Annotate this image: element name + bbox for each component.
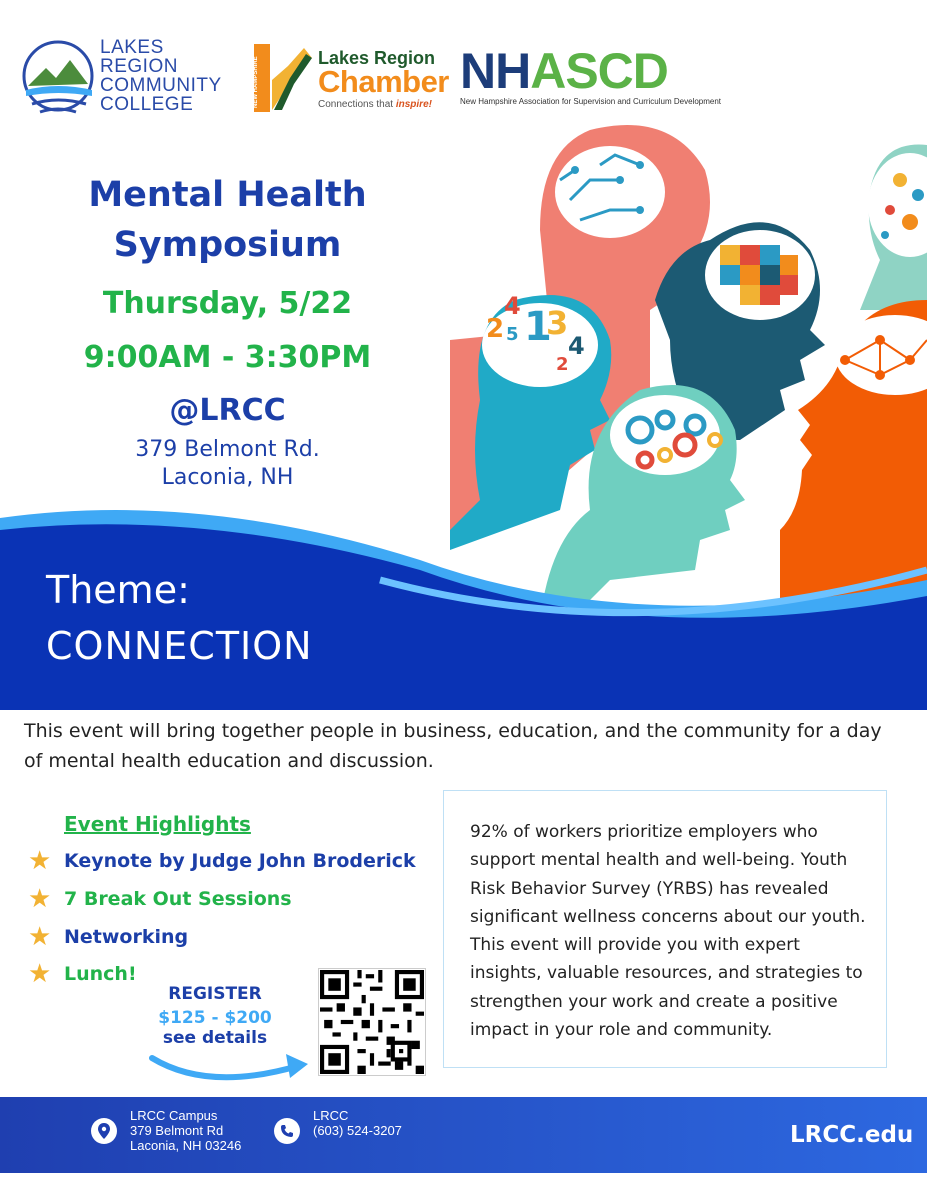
star-icon: ★ [28, 884, 52, 914]
register-details: see details [162, 1028, 268, 1048]
chamber-tagline: Connections that inspire! [318, 99, 432, 110]
event-venue: @LRCC [169, 393, 286, 428]
star-icon: ★ [28, 959, 52, 989]
info-box-text: 92% of workers prioritize employers who support mental health and well-being. Youth Risk Behavior Survey (YRBS) has revealed significant wellness concerns about our youth. This event will provide you with expert insights, valuable resources, and strategies to strengthen your work and create a positive impact in your role and community. [470, 822, 866, 1041]
chamber-name: Chamber [318, 64, 449, 99]
event-date: Thursday, 5/22 [102, 286, 353, 321]
chamber-state-label: NEW HAMPSHIRE [253, 56, 259, 108]
register-callout[interactable] [150, 984, 280, 1048]
highlight-item: ★ 7 Break Out Sessions [28, 884, 292, 914]
nhascd-subtitle: New Hampshire Association for Supervision and Curriculum Development [460, 97, 722, 106]
event-address: 379 Belmont Rd. Laconia, NH [135, 437, 320, 490]
phone-icon [274, 1118, 300, 1144]
registration-qr-code[interactable] [318, 968, 426, 1076]
lrcc-logo-icon [18, 38, 100, 118]
arrow-icon [148, 1040, 318, 1088]
nhascd-logo: NHASCD [460, 43, 668, 99]
star-icon: ★ [28, 846, 52, 876]
highlight-item: ★ Networking [28, 922, 189, 952]
highlights-title: Event Highlights [64, 812, 251, 836]
theme-text: Theme: CONNECTION [46, 568, 313, 668]
star-icon: ★ [28, 922, 52, 952]
register-price: $125 - $200 [158, 1008, 272, 1028]
website-link[interactable]: LRCC.edu [790, 1122, 914, 1148]
footer-campus-address: LRCC Campus 379 Belmont Rd Laconia, NH 03246 [130, 1108, 242, 1153]
highlight-item: ★ Keynote by Judge John Broderick [28, 846, 416, 876]
intro-text: This event will bring together people in business, education, and the community for a day of mental health education and discussion. [24, 720, 882, 772]
event-time: 9:00AM - 3:30PM [83, 340, 372, 375]
event-title: Mental Health Symposium [88, 175, 367, 265]
location-pin-icon [91, 1118, 117, 1144]
lrcc-logo-text: LAKES REGION COMMUNITY COLLEGE [100, 37, 222, 115]
chamber-title: Lakes Region [318, 48, 436, 68]
highlight-item: ★ Lunch! [28, 959, 137, 989]
register-label: REGISTER [168, 984, 262, 1004]
footer-phone[interactable]: LRCC (603) 524-3207 [313, 1108, 402, 1138]
chamber-logo-icon [254, 44, 314, 114]
